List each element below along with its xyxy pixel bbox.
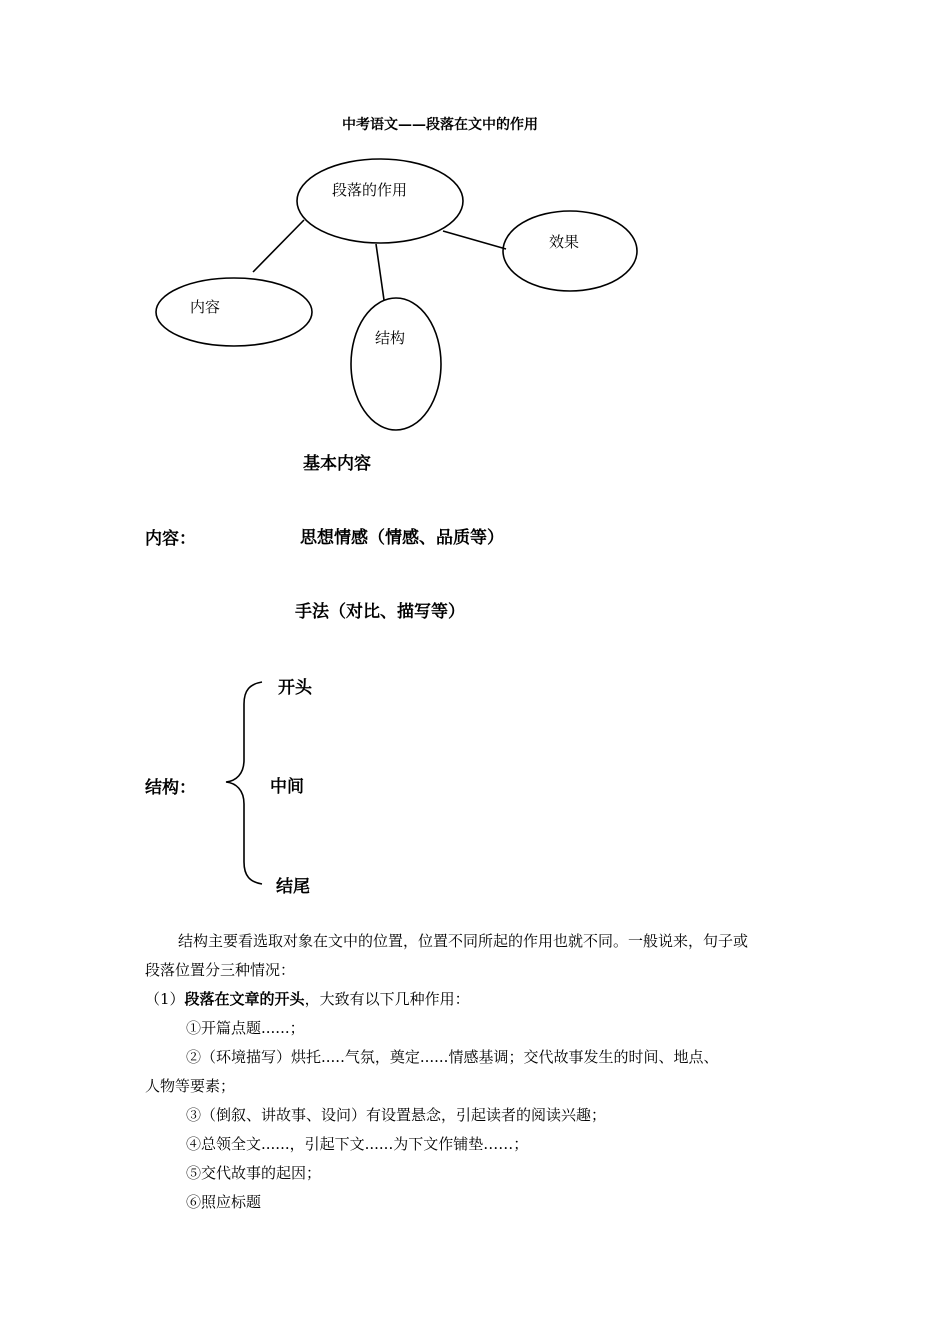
content-label: 内容： (145, 529, 196, 549)
case-1-prefix: （1） (145, 990, 185, 1008)
case-1-bold: 段落在文章的开头 (184, 990, 305, 1008)
content-item-basic: 基本内容 (303, 454, 371, 474)
structure-label: 结构： (145, 778, 196, 798)
effect-node-label: 效果 (549, 233, 580, 251)
list-item-1: ①开篇点题......； (186, 1019, 305, 1037)
structure-item-start: 开头 (278, 678, 312, 698)
list-item-5: ⑤交代故事的起因； (186, 1164, 322, 1182)
case-1-rest: ，大致有以下几种作用： (304, 990, 470, 1008)
list-item-4: ④总领全文......，引起下文......为下文作铺垫……； (186, 1135, 529, 1153)
center-node-label: 段落的作用 (332, 181, 408, 199)
structure-item-middle: 中间 (270, 777, 304, 797)
content-item-technique: 手法（对比、描写等） (295, 602, 465, 622)
structure-item-end: 结尾 (276, 877, 310, 897)
list-item-2-cont: 人物等要素； (145, 1077, 236, 1095)
content-item-emotion: 思想情感（情感、品质等） (300, 528, 504, 548)
list-item-6: ⑥照应标题 (186, 1193, 262, 1211)
list-item-3: ③（倒叙、讲故事、设问）有设置悬念，引起读者的阅读兴趣； (186, 1106, 607, 1124)
structure-node-label: 结构 (375, 329, 406, 347)
list-item-2: ②（环境描写）烘托.....气氛，奠定......情感基调；交代故事发生的时间、地点、 (186, 1048, 719, 1066)
content-node-label: 内容 (190, 298, 221, 316)
case-1-heading (145, 985, 470, 1014)
structure-brace (226, 682, 262, 884)
page-title: 中考语文——段落在文中的作用 (342, 117, 538, 133)
intro-line-2: 段落位置分三种情况： (145, 961, 296, 979)
intro-line-1: 结构主要看选取对象在文中的位置，位置不同所起的作用也就不同。一般说来，句子或 (178, 932, 749, 950)
